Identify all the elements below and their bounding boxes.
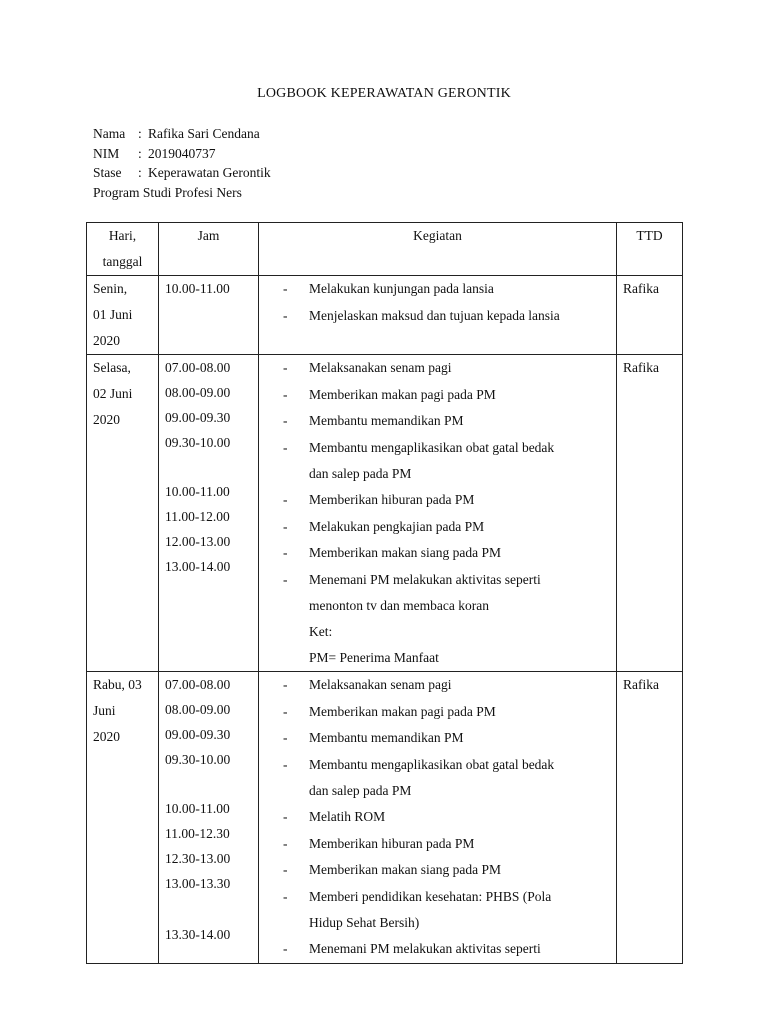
- info-colon: :: [138, 145, 142, 161]
- jam-item: 10.00-11.00: [165, 801, 230, 816]
- signature-cell: Rafika: [617, 276, 683, 355]
- bullet-dash: -: [283, 677, 288, 692]
- activity-continuation: dan salep pada PM: [309, 783, 412, 798]
- jam-item: 13.00-14.00: [165, 559, 231, 574]
- jam-cell: [159, 355, 259, 672]
- activity-text: Menjelaskan maksud dan tujuan kepada lansia: [309, 307, 560, 323]
- list-item: [259, 831, 616, 858]
- info-value: 2019040737: [148, 145, 216, 161]
- info-row-stase: [93, 163, 271, 183]
- list-item: [259, 276, 616, 303]
- list-item: [259, 936, 616, 963]
- bullet-dash: -: [283, 518, 288, 534]
- header-tanggal: tanggal: [102, 254, 143, 269]
- info-row-nama: [93, 124, 271, 144]
- jam-item: 11.00-12.00: [165, 509, 230, 524]
- document-title: LOGBOOK KEPERAWATAN GERONTIK: [257, 86, 511, 101]
- list-item: [259, 435, 616, 462]
- activity-text: Memberikan hiburan pada PM: [309, 492, 475, 507]
- table-row: [87, 276, 683, 355]
- bullet-dash: -: [283, 756, 288, 772]
- bullet-dash: -: [283, 835, 288, 851]
- activity-text: Memberi pendidikan kesehatan: PHBS (Pola: [309, 888, 552, 904]
- bullet-dash: -: [283, 862, 288, 877]
- activity-text: Memberikan hiburan pada PM: [309, 835, 475, 851]
- info-colon: :: [138, 165, 142, 180]
- bullet-dash: -: [283, 703, 288, 719]
- activity-text: Melatih ROM: [309, 809, 386, 824]
- program-name: Program Studi Profesi Ners: [93, 184, 242, 200]
- jam-item: 12.30-13.00: [165, 851, 231, 866]
- list-item: [259, 408, 616, 435]
- activity-text: Membantu memandikan PM: [309, 730, 464, 745]
- jam-item: 07.00-08.00: [165, 677, 231, 692]
- activity-text: Melaksanakan senam pagi: [309, 677, 452, 692]
- list-item: [259, 382, 616, 409]
- activity-text: Memberikan makan pagi pada PM: [309, 386, 496, 402]
- day-line: 02 Juni: [93, 386, 133, 401]
- bullet-dash: -: [283, 545, 288, 560]
- signature-cell: Rafika: [617, 355, 683, 672]
- activities-cell: [259, 672, 617, 964]
- activity-text: Memberikan makan pagi pada PM: [309, 703, 496, 719]
- list-item: [259, 725, 616, 752]
- jam-item: 09.30-10.00: [165, 435, 231, 450]
- activity-text: Membantu mengaplikasikan obat gatal bedak: [309, 756, 555, 772]
- bullet-dash: -: [283, 360, 288, 375]
- day-line: 01 Juni: [93, 307, 133, 322]
- info-value: Keperawatan Gerontik: [148, 165, 271, 180]
- info-row-nim: [93, 144, 271, 164]
- list-item: [259, 514, 616, 541]
- jam-cell: [159, 672, 259, 964]
- info-label: NIM: [93, 145, 120, 161]
- activities-cell: [259, 276, 617, 355]
- jam-item: 12.00-13.00: [165, 534, 231, 549]
- bullet-dash: -: [283, 809, 288, 824]
- activity-text: Melaksanakan senam pagi: [309, 360, 452, 375]
- bullet-dash: -: [283, 281, 288, 296]
- day-line: Senin,: [93, 281, 128, 296]
- info-value: Rafika Sari Cendana: [148, 126, 260, 141]
- bullet-dash: -: [283, 413, 288, 428]
- day-line: Rabu, 03: [93, 677, 142, 692]
- jam-item: 13.00-13.30: [165, 876, 231, 891]
- jam-item: 10.00-11.00: [165, 281, 230, 296]
- bullet-dash: -: [283, 941, 288, 956]
- info-colon: :: [138, 126, 142, 141]
- info-label: Nama: [93, 126, 126, 141]
- jam-item: 08.00-09.00: [165, 702, 231, 717]
- activity-text: Membantu mengaplikasikan obat gatal bedak: [309, 439, 555, 455]
- activity-text: Menemani PM melakukan aktivitas seperti: [309, 571, 541, 587]
- info-label: Stase: [93, 165, 122, 180]
- jam-cell: [159, 276, 259, 355]
- bullet-dash: -: [283, 730, 288, 745]
- list-item: [259, 540, 616, 567]
- activity-text: Memberikan makan siang pada PM: [309, 862, 501, 877]
- list-item: [259, 857, 616, 884]
- activity-text: Menemani PM melakukan aktivitas seperti: [309, 941, 541, 956]
- jam-item: 09.30-10.00: [165, 752, 231, 767]
- list-item: [259, 672, 616, 699]
- list-item: [259, 355, 616, 382]
- bullet-dash: -: [283, 386, 288, 402]
- day-line: Juni: [93, 703, 116, 718]
- signature-cell: Rafika: [617, 672, 683, 964]
- ket-label: Ket:: [309, 624, 333, 639]
- student-info: [93, 124, 271, 202]
- bullet-dash: -: [283, 888, 288, 904]
- header-jam: Jam: [159, 223, 259, 276]
- bullet-dash: -: [283, 571, 288, 587]
- activity-text: Membantu memandikan PM: [309, 413, 464, 428]
- day-line: 2020: [93, 729, 120, 744]
- header-kegiatan: Kegiatan: [259, 223, 617, 276]
- activity-continuation: Hidup Sehat Bersih): [309, 915, 420, 930]
- bullet-dash: -: [283, 307, 288, 323]
- jam-item: 07.00-08.00: [165, 360, 231, 375]
- activity-text: Melakukan kunjungan pada lansia: [309, 281, 494, 296]
- jam-item: 09.00-09.30: [165, 410, 231, 425]
- day-line: 2020: [93, 333, 120, 348]
- day-line: Selasa,: [93, 360, 131, 375]
- day-line: 2020: [93, 412, 120, 427]
- jam-item: 10.00-11.00: [165, 484, 230, 499]
- bullet-dash: -: [283, 439, 288, 455]
- activity-text: Melakukan pengkajian pada PM: [309, 518, 485, 534]
- jam-item: 11.00-12.30: [165, 826, 230, 841]
- list-item: [259, 699, 616, 726]
- list-item: [259, 752, 616, 779]
- table-row: [87, 672, 683, 964]
- list-item: [259, 303, 616, 330]
- header-ttd: TTD: [617, 223, 683, 276]
- logbook-table: [86, 222, 683, 964]
- day-cell: [87, 672, 159, 964]
- list-item: [259, 567, 616, 594]
- activity-continuation: dan salep pada PM: [309, 466, 412, 481]
- list-item: [259, 487, 616, 514]
- activity-text: Memberikan makan siang pada PM: [309, 545, 501, 560]
- jam-item: 08.00-09.00: [165, 385, 231, 400]
- day-cell: [87, 355, 159, 672]
- jam-item: 13.30-14.00: [165, 927, 231, 942]
- jam-item: 09.00-09.30: [165, 727, 231, 742]
- header-hari: Hari,: [108, 228, 137, 243]
- activities-cell: [259, 355, 617, 672]
- ket-value: PM= Penerima Manfaat: [309, 650, 439, 665]
- header-hari-tanggal: [87, 223, 159, 276]
- list-item: [259, 804, 616, 831]
- table-row: [87, 355, 683, 672]
- activity-continuation: menonton tv dan membaca koran: [309, 598, 489, 613]
- table-header-row: [87, 223, 683, 276]
- day-cell: [87, 276, 159, 355]
- bullet-dash: -: [283, 492, 288, 507]
- list-item: [259, 884, 616, 911]
